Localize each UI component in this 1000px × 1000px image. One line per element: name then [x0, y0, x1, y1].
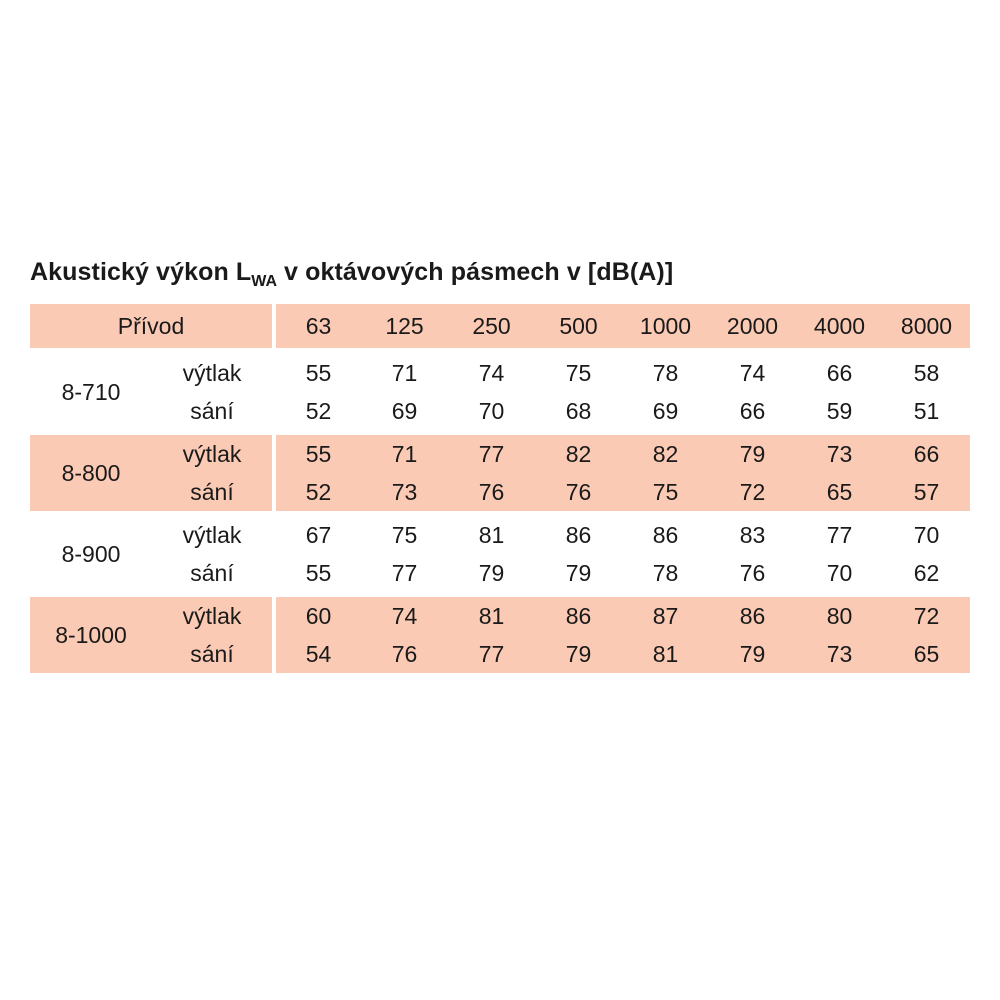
value-cell: 65 [883, 635, 970, 673]
value-cell: 76 [361, 635, 448, 673]
row-direction: výtlak [152, 354, 274, 392]
value-cell: 81 [622, 635, 709, 673]
value-cell: 72 [883, 597, 970, 635]
value-cell: 52 [274, 473, 361, 511]
value-cell: 75 [622, 473, 709, 511]
value-cell: 80 [796, 597, 883, 635]
title-subscript: WA [251, 273, 278, 290]
row-model-8-710: 8-710 [30, 354, 152, 430]
value-cell: 66 [883, 435, 970, 473]
table-header-row [30, 304, 970, 348]
value-cell: 76 [709, 554, 796, 592]
table-row [30, 516, 970, 554]
table-row [30, 354, 970, 392]
value-cell: 55 [274, 554, 361, 592]
row-model-8-800: 8-800 [30, 435, 152, 511]
value-cell: 55 [274, 354, 361, 392]
value-cell: 82 [622, 435, 709, 473]
value-cell: 82 [535, 435, 622, 473]
value-cell: 73 [361, 473, 448, 511]
value-cell: 86 [622, 516, 709, 554]
header-frequency-125: 125 [361, 304, 448, 348]
value-cell: 73 [796, 635, 883, 673]
value-cell: 69 [361, 392, 448, 430]
header-frequency-250: 250 [448, 304, 535, 348]
value-cell: 54 [274, 635, 361, 673]
value-cell: 86 [535, 597, 622, 635]
value-cell: 68 [535, 392, 622, 430]
value-cell: 81 [448, 597, 535, 635]
value-cell: 57 [883, 473, 970, 511]
value-cell: 65 [796, 473, 883, 511]
value-cell: 71 [361, 435, 448, 473]
value-cell: 51 [883, 392, 970, 430]
value-cell: 60 [274, 597, 361, 635]
value-cell: 79 [448, 554, 535, 592]
value-cell: 77 [448, 635, 535, 673]
value-cell: 79 [535, 635, 622, 673]
value-cell: 70 [883, 516, 970, 554]
header-frequency-2000: 2000 [709, 304, 796, 348]
value-cell: 74 [709, 354, 796, 392]
page-title [30, 258, 970, 291]
table-row [30, 473, 970, 511]
value-cell: 58 [883, 354, 970, 392]
value-cell: 73 [796, 435, 883, 473]
table-row [30, 554, 970, 592]
value-cell: 86 [535, 516, 622, 554]
acoustic-power-block [30, 258, 970, 673]
value-cell: 69 [622, 392, 709, 430]
value-cell: 77 [448, 435, 535, 473]
header-frequency-500: 500 [535, 304, 622, 348]
row-direction: sání [152, 392, 274, 430]
value-cell: 79 [709, 435, 796, 473]
value-cell: 66 [796, 354, 883, 392]
acoustic-power-table [30, 304, 970, 673]
header-frequency-63: 63 [274, 304, 361, 348]
header-frequency-8000: 8000 [883, 304, 970, 348]
value-cell: 87 [622, 597, 709, 635]
value-cell: 74 [448, 354, 535, 392]
row-direction: sání [152, 635, 274, 673]
title-rest: v oktávových pásmech v [dB(A)] [277, 258, 674, 286]
value-cell: 72 [709, 473, 796, 511]
value-cell: 55 [274, 435, 361, 473]
table-row [30, 635, 970, 673]
value-cell: 81 [448, 516, 535, 554]
value-cell: 78 [622, 354, 709, 392]
header-label: Přívod [30, 304, 274, 348]
value-cell: 76 [535, 473, 622, 511]
value-cell: 74 [361, 597, 448, 635]
row-model-8-1000: 8-1000 [30, 597, 152, 673]
value-cell: 70 [448, 392, 535, 430]
value-cell: 71 [361, 354, 448, 392]
row-model-8-900: 8-900 [30, 516, 152, 592]
value-cell: 77 [361, 554, 448, 592]
table-row [30, 435, 970, 473]
value-cell: 66 [709, 392, 796, 430]
value-cell: 75 [361, 516, 448, 554]
value-cell: 76 [448, 473, 535, 511]
value-cell: 52 [274, 392, 361, 430]
value-cell: 59 [796, 392, 883, 430]
header-frequency-4000: 4000 [796, 304, 883, 348]
row-direction: sání [152, 554, 274, 592]
row-direction: výtlak [152, 516, 274, 554]
row-direction: výtlak [152, 597, 274, 635]
value-cell: 70 [796, 554, 883, 592]
value-cell: 67 [274, 516, 361, 554]
value-cell: 79 [535, 554, 622, 592]
row-direction: sání [152, 473, 274, 511]
value-cell: 62 [883, 554, 970, 592]
value-cell: 78 [622, 554, 709, 592]
value-cell: 86 [709, 597, 796, 635]
value-cell: 79 [709, 635, 796, 673]
title-main: Akustický výkon L [30, 258, 252, 286]
row-direction: výtlak [152, 435, 274, 473]
table-row [30, 597, 970, 635]
value-cell: 77 [796, 516, 883, 554]
value-cell: 75 [535, 354, 622, 392]
table-row [30, 392, 970, 430]
value-cell: 83 [709, 516, 796, 554]
header-frequency-1000: 1000 [622, 304, 709, 348]
